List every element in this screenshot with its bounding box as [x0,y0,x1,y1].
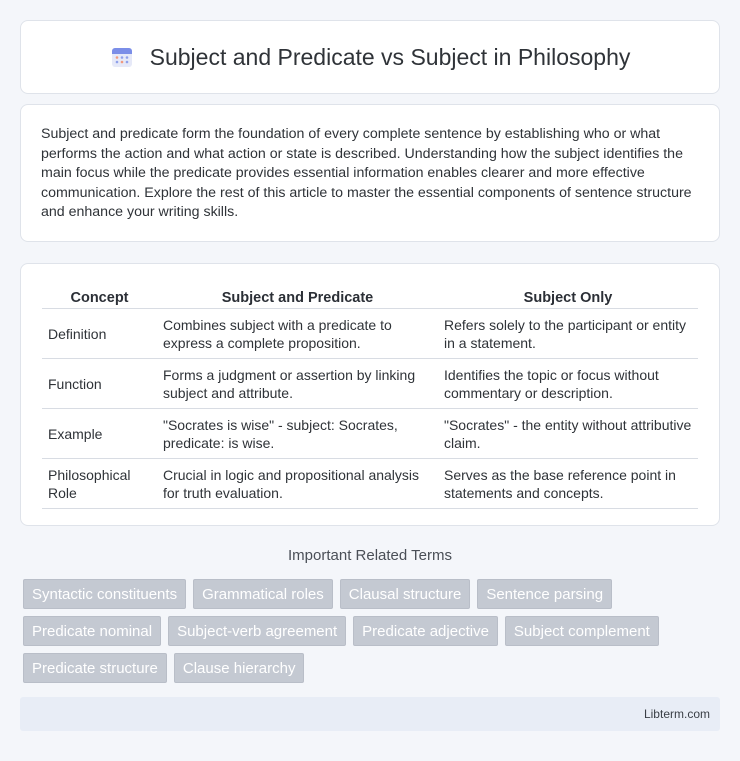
column-header: Subject and Predicate [157,284,438,309]
related-term-tag[interactable]: Subject-verb agreement [168,616,346,646]
table-row [42,459,698,509]
comparison-table [42,284,698,509]
intro-card [20,104,720,242]
table-header-row [42,284,698,309]
footer-site-link[interactable]: Libterm.com [643,707,710,721]
related-term-tag[interactable]: Clause hierarchy [174,653,305,683]
table-cell: Function [42,359,157,409]
related-term-tag[interactable]: Clausal structure [340,579,471,609]
table-row [42,309,698,359]
page-title: Subject and Predicate vs Subject in Philosophy [149,43,631,70]
table-cell: Philosophical Role [42,459,157,509]
intro-text: Subject and predicate form the foundation of every complete sentence by establishing who or what performs the action and what action or state is described. Understanding how the subject identifies the main focus while the predicate provides essential information enables clearer and more effective communication. Explore the rest of this article to master the essential components of sentence structure and enhance your writing skills. [41,126,692,221]
footer [20,697,720,731]
table-row [42,359,698,409]
table-cell: Identifies the topic or focus without commentary or description. [438,359,698,409]
table-cell: "Socrates is wise" - subject: Socrates, predicate: is wise. [157,409,438,459]
table-cell: Combines subject with a predicate to express a complete proposition. [157,309,438,359]
related-term-tag[interactable]: Predicate nominal [23,616,161,646]
table-cell: Forms a judgment or assertion by linking subject and attribute. [157,359,438,409]
table-cell: Serves as the base reference point in statements and concepts. [438,459,698,509]
comparison-table-card [20,263,720,526]
table-cell: Example [42,409,157,459]
table-cell: Definition [42,309,157,359]
table-cell: Refers solely to the participant or entity in a statement. [438,309,698,359]
related-term-tag[interactable]: Syntactic constituents [23,579,186,609]
table-row [42,409,698,459]
related-term-tag[interactable]: Predicate structure [23,653,167,683]
column-header: Subject Only [438,284,698,309]
column-header: Concept [42,284,157,309]
header-card [20,20,720,94]
related-term-tag[interactable]: Subject complement [505,616,659,646]
related-terms-title: Important Related Terms [288,547,452,564]
table-cell: Crucial in logic and propositional analysis for truth evaluation. [157,459,438,509]
calendar-icon [110,45,134,69]
related-terms-list [23,579,723,690]
table-cell: "Socrates" - the entity without attributive claim. [438,409,698,459]
related-term-tag[interactable]: Predicate adjective [353,616,498,646]
related-term-tag[interactable]: Sentence parsing [477,579,612,609]
related-term-tag[interactable]: Grammatical roles [193,579,333,609]
